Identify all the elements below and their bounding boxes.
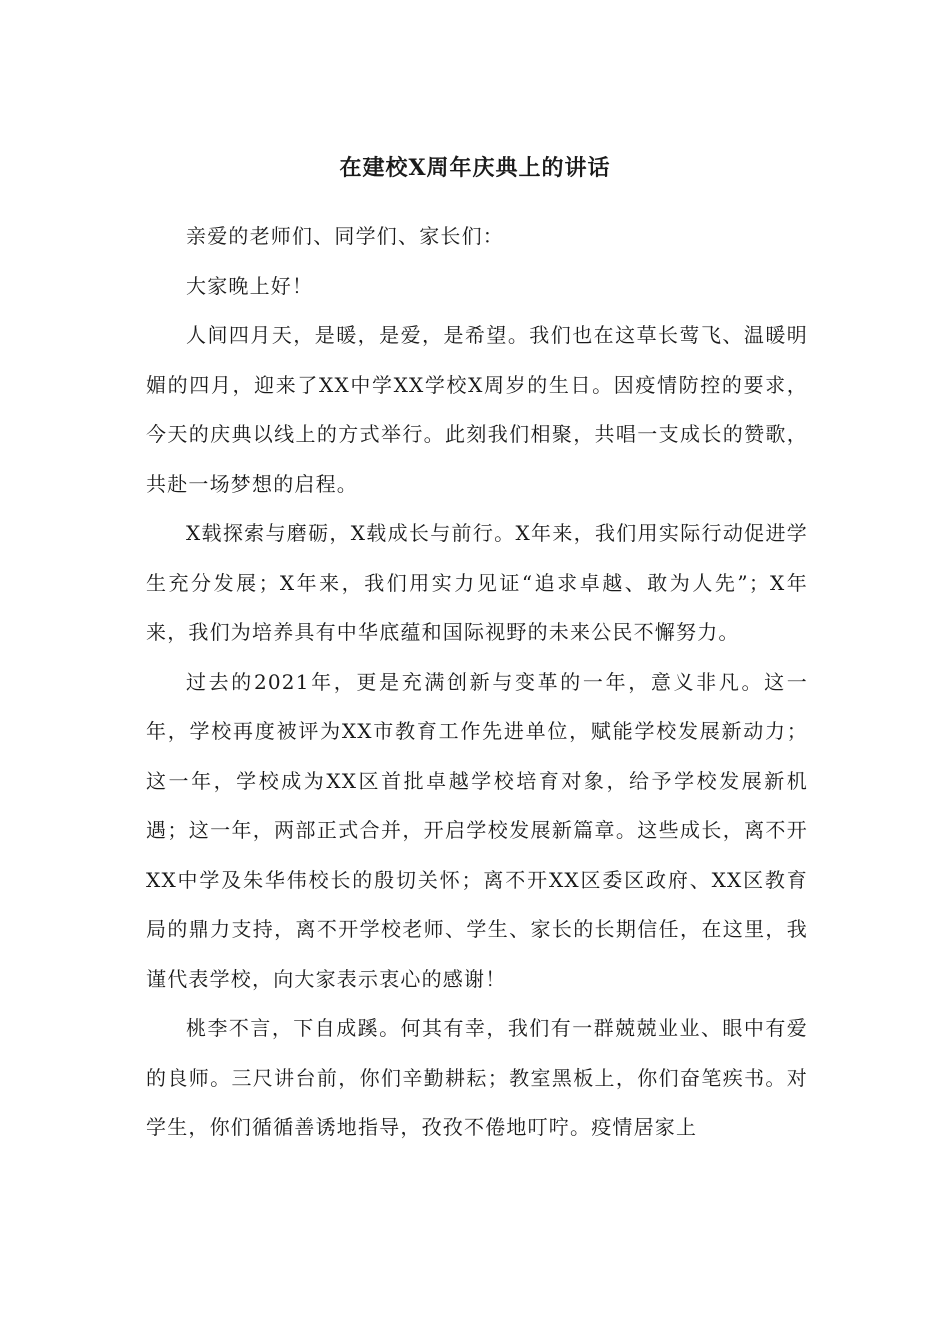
body-paragraph: 桃李不言，下自成蹊。何其有幸，我们有一群兢兢业业、眼中有爱的良师。三尺讲台前，你们辛勤耕耘；教室黑板上，你们奋笔疾书。对学生，你们循循善诱地指导，孜孜不倦地叮咛。疫情居家上 (146, 1016, 808, 1139)
body-paragraph: 过去的2021年，更是充满创新与变革的一年，意义非凡。这一年，学校再度被评为XX市教育工作先进单位，赋能学校发展新动力；这一年，学校成为XX区首批卓越学校培育对象，给予学校发展新机遇；这一年，两部正式合并，开启学校发展新篇章。这些成长，离不开XX中学及朱华伟校长的殷切关怀；离不开XX区委区政府、XX区教育局的鼎力支持，离不开学校老师、学生、家长的长期信任，在这里，我谨代表学校，向大家表示衷心的感谢！ (146, 669, 808, 991)
body-paragraph: 人间四月天，是暖，是爱，是希望。我们也在这草长莺飞、温暖明媚的四月，迎来了XX中学XX学校X周岁的生日。因疫情防控的要求，今天的庆典以线上的方式举行。此刻我们相聚，共唱一支成长的赞歌，共赴一场梦想的启程。 (146, 323, 808, 496)
body-paragraph: X载探索与磨砺，X载成长与前行。X年来，我们用实际行动促进学生充分发展；X年来，我们用实力见证“追求卓越、敢为人先”；X年来，我们为培养具有中华底蕴和国际视野的未来公民不懈努力。 (146, 521, 808, 644)
greeting-paragraph: 大家晚上好！ (186, 273, 314, 298)
document-title: 在建校X周年庆典上的讲话 (339, 155, 611, 181)
salutation-paragraph: 亲爱的老师们、同学们、家长们： (186, 224, 504, 248)
document-body (146, 212, 808, 1153)
